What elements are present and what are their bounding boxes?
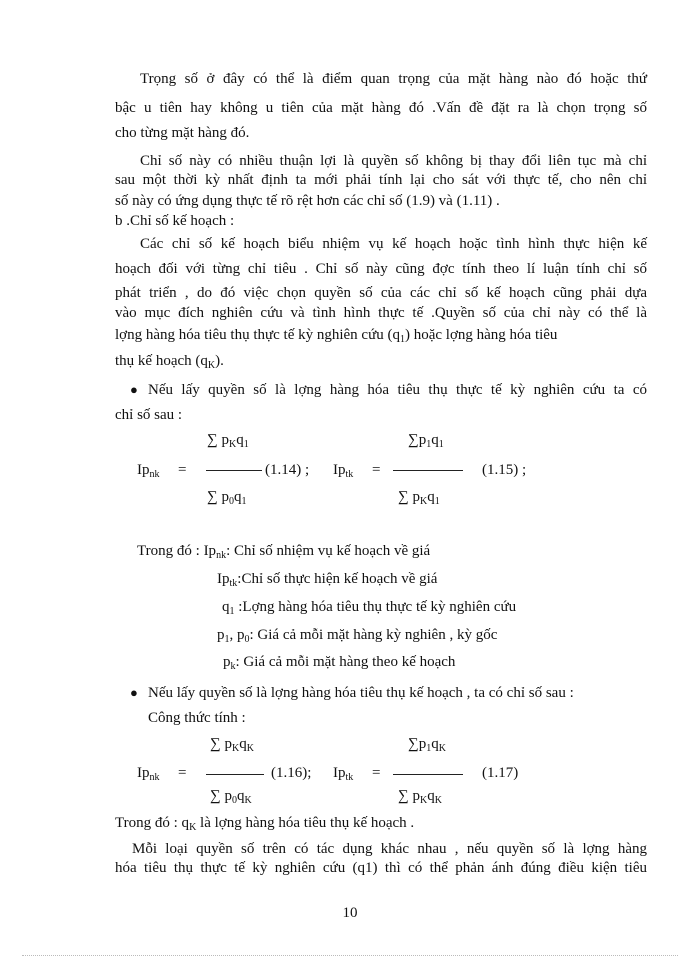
- para2-line3: số này có ứng dụng thực tế rõ rệt hơn các chỉ số (1.9) và (1.11) .: [115, 193, 500, 209]
- f3-numerator: ∑ $p_Kq_K$: [210, 736, 254, 754]
- page-number: 10: [342, 905, 358, 921]
- cong-thuc-label: Công thức tính :: [148, 710, 246, 726]
- last-para-line1: Mỗi loại quyền số trên có tác dụng khác nhau , nếu quyền số là lợng hàng: [132, 841, 647, 857]
- para2-line1: Chỉ số này có nhiều thuận lợi là quyền số không bị thay đổi liên tục mà chỉ: [140, 153, 647, 169]
- para3-line1: Các chỉ số kế hoạch biểu nhiệm vụ kế hoạch hoặc tình hình thực hiện kế: [140, 236, 647, 252]
- bullet1-line2: chỉ số sau :: [115, 407, 183, 423]
- f3-fraction-bar: [206, 774, 264, 775]
- para3-line3: phát triển , do đó việc chọn quyền số của các chỉ số kế hoạch cũng phải dựa: [115, 285, 647, 301]
- para3-line5: lợng hàng hóa tiêu thụ thực tế kỳ nghiên cứu $(q_1)$ hoặc lợng hàng hóa tiêu: [115, 327, 558, 345]
- para1-line3: cho từng mặt hàng đó.: [115, 125, 250, 141]
- f4-tag: (1.17): [482, 765, 519, 781]
- f2-numerator: $\sum p_1q_1$: [408, 432, 444, 450]
- last-para-line2: hóa tiêu thụ thực tế kỳ nghiên cứu (q1) thì có thể phản ánh đúng điều kiện tiêu: [115, 860, 647, 876]
- bullet2-line: Nếu lấy quyền số là lợng hàng hóa tiêu thụ kế hoạch , ta có chỉ số sau :: [148, 685, 574, 701]
- para1-line2: bậc u tiên hay không u tiên của mặt hàng đó .Vấn đề đặt ra là chọn trọng số: [115, 100, 647, 116]
- f3-tag: (1.16);: [271, 765, 312, 781]
- f1-denominator: ∑ $p_0q_1$: [207, 489, 247, 507]
- f4-equals: =: [372, 765, 381, 781]
- f2-tag: (1.15) ;: [482, 462, 527, 478]
- bullet1-line1: Nếu lấy quyền số là lợng hàng hóa tiêu thụ thực tế kỳ nghiên cứu ta có: [148, 382, 647, 398]
- bullet-icon: ●: [130, 685, 138, 700]
- f1-tag: (1.14) ;: [265, 462, 310, 478]
- bullet-icon: ●: [130, 382, 138, 397]
- f4-fraction-bar: [393, 774, 463, 775]
- f1-lhs: $Ip_{nk}$: [137, 462, 160, 480]
- f2-equals: =: [372, 462, 381, 478]
- footer-divider: [22, 955, 678, 956]
- legend-line3: $q_1$ :Lợng hàng hóa tiêu thụ thực tế kỳ nghiên cứu: [222, 599, 517, 617]
- para1-line1: Trọng số ở đây có thể là điểm quan trọng của mặt hàng nào đó hoặc thứ: [140, 71, 647, 87]
- f2-lhs: $Ip_{tk}$: [333, 462, 354, 480]
- f3-equals: =: [178, 765, 187, 781]
- f2-fraction-bar: [393, 470, 463, 471]
- para3-line2: hoạch đối với từng chỉ tiêu . Chỉ số này cũng đợc tính theo lí luận tính chỉ số: [115, 261, 647, 277]
- legend-line1: Trong đó : $Ip_{nk}$: Chỉ số nhiệm vụ kế hoạch về giá: [137, 543, 431, 561]
- legend-line5: $p_k$: Giá cả mỗi mặt hàng theo kế hoạch: [223, 654, 456, 672]
- para3-line4: vào mục đích nghiên cứu và tình hình thực tế .Quyền số của chỉ này có thể là: [115, 305, 647, 321]
- f4-numerator: $\sum p_1q_K$: [408, 736, 446, 754]
- f4-lhs: $Ip_{tk}$: [333, 765, 354, 783]
- section-heading-b: b .Chỉ số kế hoạch :: [115, 213, 235, 229]
- legend-line4: $p_1$, $p_0$: Giá cả mỗi mặt hàng kỳ nghiên , kỳ gốc: [217, 627, 498, 645]
- definition-qk: Trong đó : $q_K$ là lợng hàng hóa tiêu thụ kế hoạch .: [115, 815, 415, 833]
- legend-line2: $Ip_{tk}:Chỉ$ số thực hiện kế hoạch về giá: [217, 571, 438, 589]
- para3-line6: thụ kế hoạch $(q_K)$.: [115, 353, 224, 371]
- f1-fraction-bar: [206, 470, 262, 471]
- f3-denominator: ∑ $p_0q_K$: [210, 788, 252, 806]
- f2-denominator: ∑ $p_Kq_1$: [398, 489, 440, 507]
- f4-denominator: ∑ $p_Kq_K$: [398, 788, 442, 806]
- f3-lhs: $Ip_{nk}$: [137, 765, 160, 783]
- f1-equals: =: [178, 462, 187, 478]
- f1-numerator: ∑ $p_Kq_1$: [207, 432, 249, 450]
- para2-line2: sau một thời kỳ nhất định ta mới phải tính lại cho sát với thực tế, cho nên chỉ: [115, 172, 647, 188]
